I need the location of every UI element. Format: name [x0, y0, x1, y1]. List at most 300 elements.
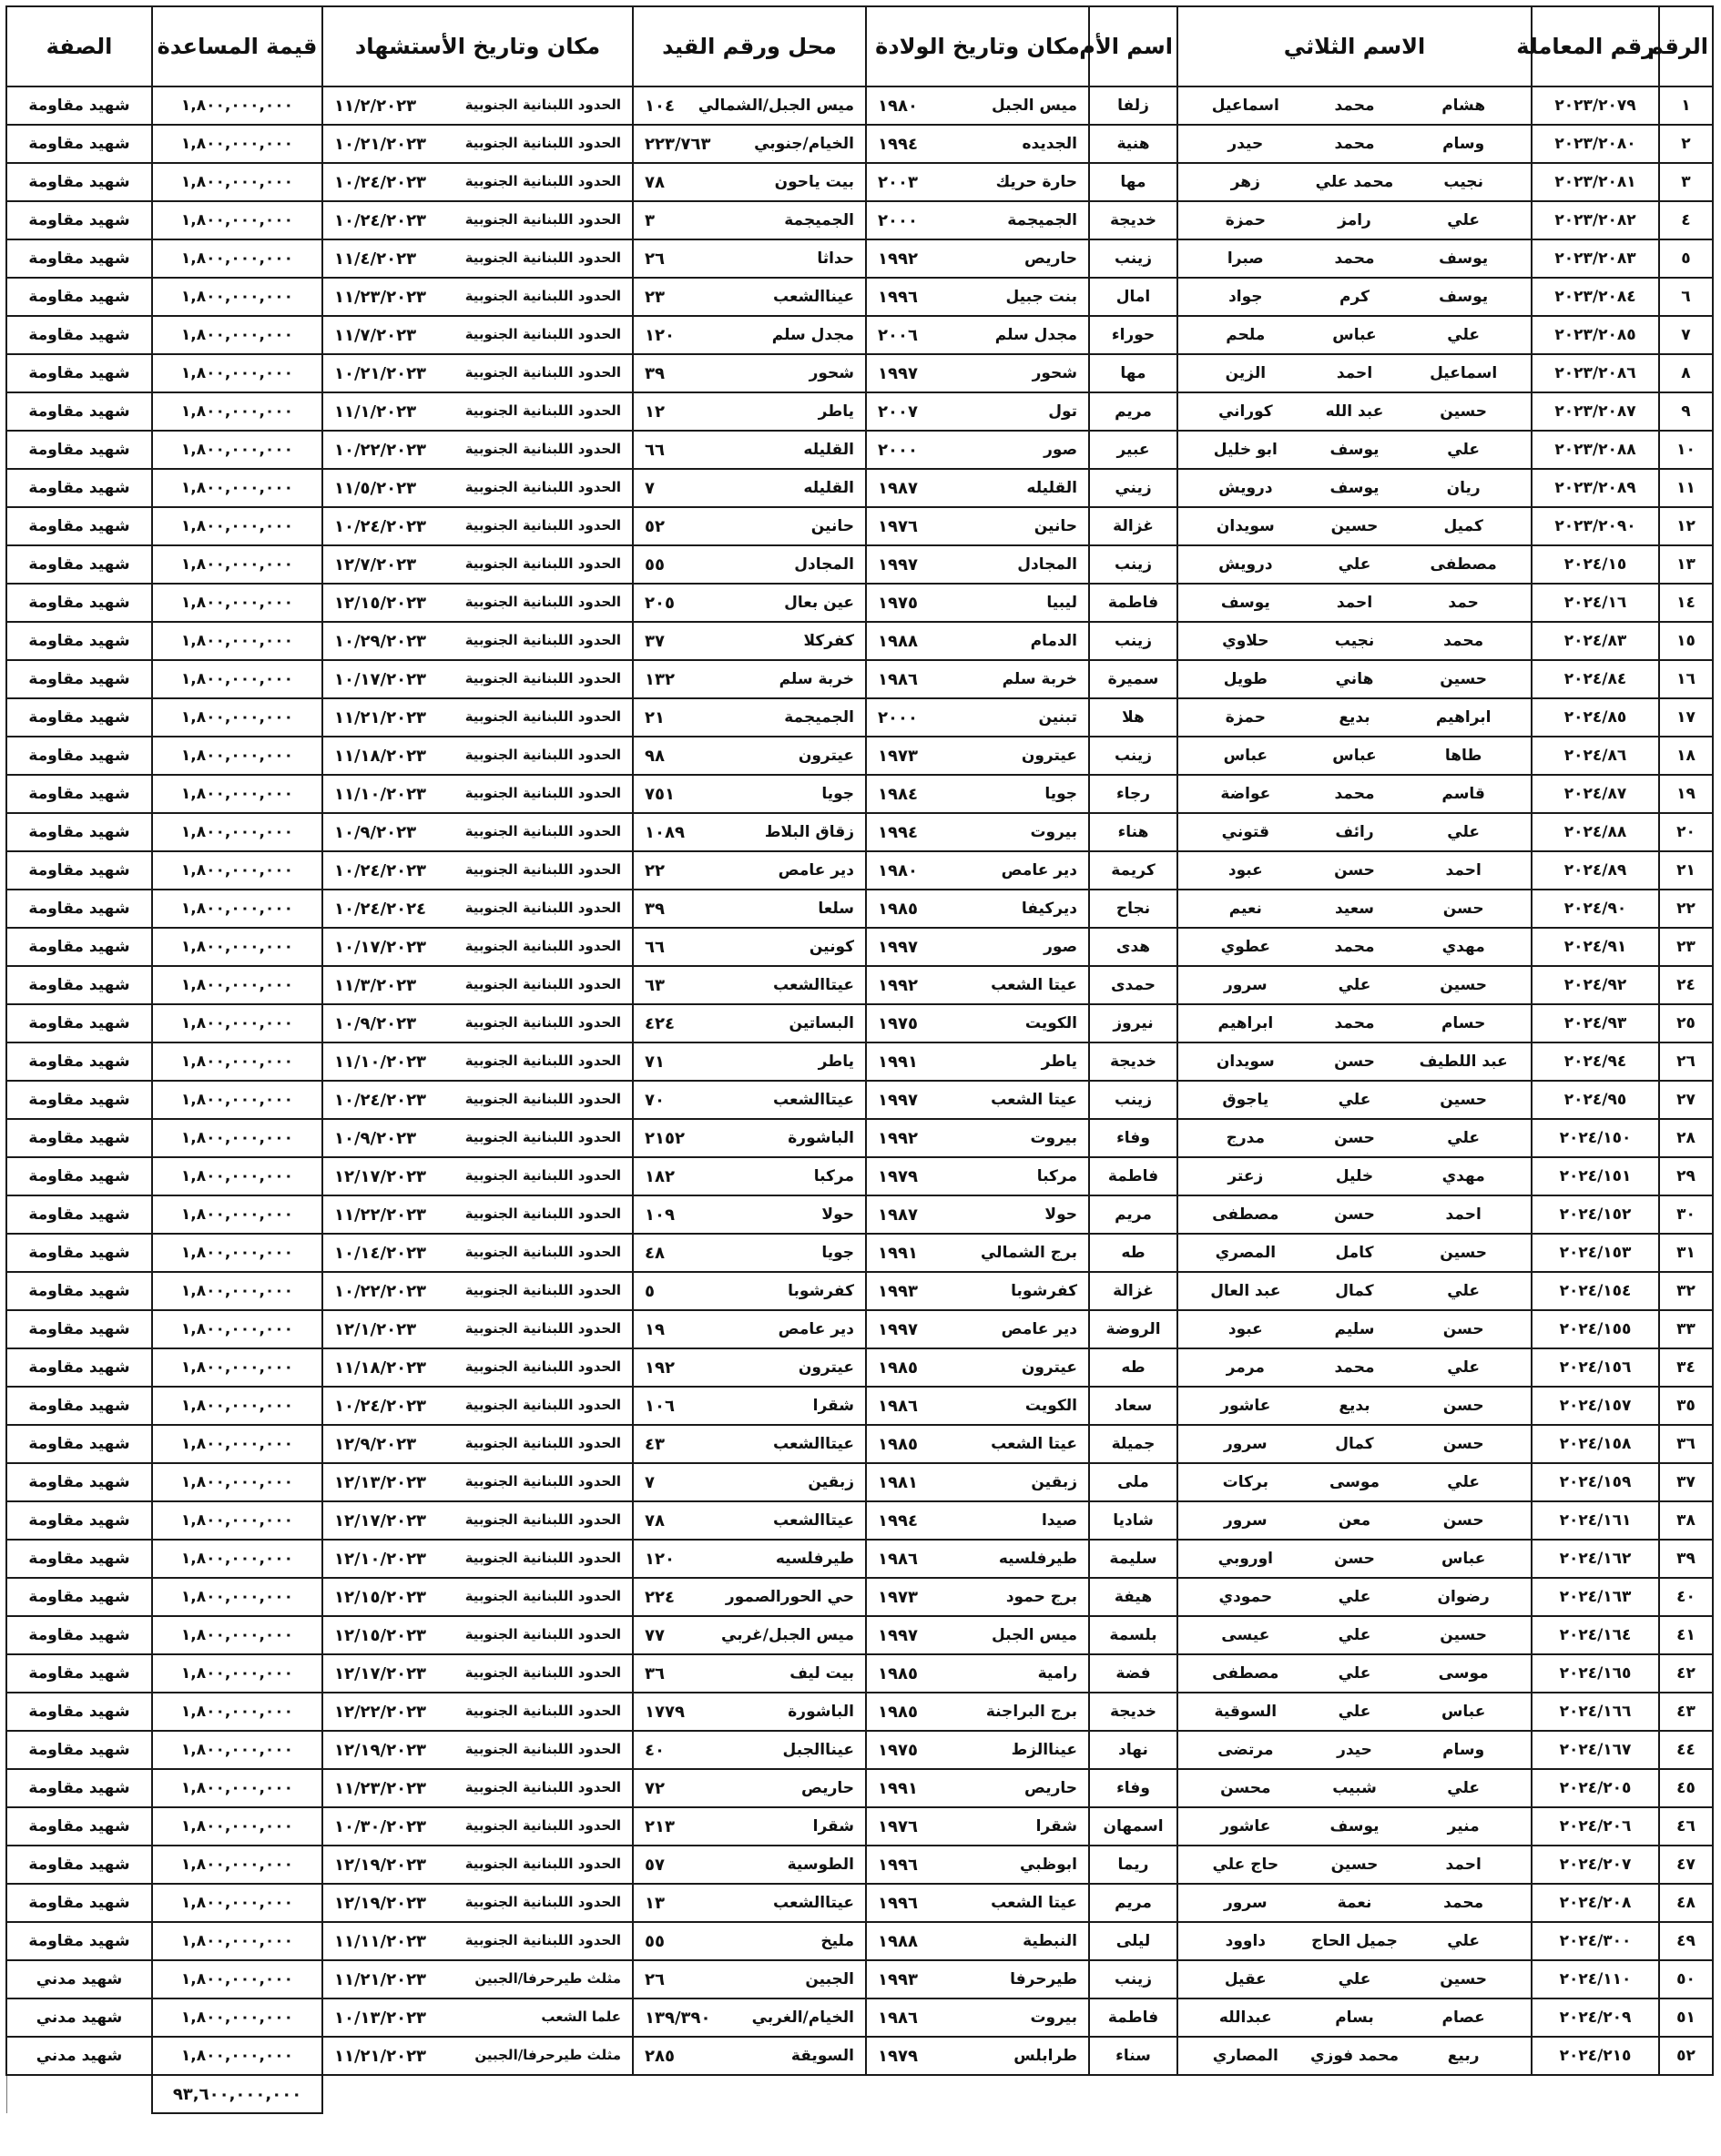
birth-place: حاريص	[1024, 249, 1077, 268]
row-assistance-amount: ١,٨٠٠,٠٠٠,٠٠٠	[152, 431, 322, 469]
name-parts	[1182, 1817, 1527, 1836]
death-place: الحدود اللبنانية الجنوبية	[464, 1128, 621, 1145]
name-parts	[1182, 1358, 1527, 1377]
birth-year: ١٩٧٦	[878, 1816, 918, 1836]
birth-pair	[871, 1550, 1085, 1569]
birth-place: خربة سلم	[1002, 669, 1077, 688]
registry-pair	[637, 402, 861, 422]
registry-place: بيت ليف	[789, 1663, 854, 1683]
row-mother-name: زلفا	[1089, 86, 1177, 125]
row-full-name	[1177, 278, 1532, 316]
father-name: محمد علي	[1315, 173, 1394, 191]
row-registry	[633, 392, 866, 431]
row-death	[322, 1884, 633, 1922]
row-birth	[866, 890, 1089, 928]
row-assistance-amount: ١,٨٠٠,٠٠٠,٠٠٠	[152, 1769, 322, 1807]
name-parts	[1182, 1550, 1527, 1568]
row-death	[322, 392, 633, 431]
death-place: الحدود اللبنانية الجنوبية	[464, 1816, 621, 1834]
birth-year: ١٩٨٧	[878, 1205, 918, 1225]
birth-year: ١٩٩٢	[878, 1128, 918, 1148]
death-date: ١٢/١٥/٢٠٢٣	[334, 593, 427, 613]
row-assistance-amount: ١,٨٠٠,٠٠٠,٠٠٠	[152, 1960, 322, 1998]
row-registry	[633, 851, 866, 890]
registry-number: ٥٥	[645, 1931, 665, 1951]
row-assistance-amount: ١,٨٠٠,٠٠٠,٠٠٠	[152, 966, 322, 1004]
row-status: شهيد مقاومة	[6, 1348, 152, 1387]
birth-pair	[871, 1741, 1085, 1760]
father-name: حسن	[1334, 1053, 1375, 1071]
registry-place: مركبا	[813, 1166, 854, 1185]
row-assistance-amount: ١,٨٠٠,٠٠٠,٠٠٠	[152, 1310, 322, 1348]
row-transaction-number: ٢٠٢٣/٢٠٨١	[1532, 163, 1659, 201]
table-row	[6, 1272, 1713, 1310]
death-place: الحدود اللبنانية الجنوبية	[464, 1702, 621, 1719]
death-pair	[327, 632, 628, 651]
registry-number: ٢٣	[645, 287, 665, 307]
birth-place: بيروت	[1030, 1128, 1077, 1147]
registry-pair	[637, 1703, 861, 1722]
death-date: ١٢/١٧/٢٠٢٣	[334, 1510, 427, 1531]
death-date: ١١/٢٢/٢٠٢٣	[334, 1205, 427, 1225]
birth-place: الدمام	[1030, 631, 1077, 650]
row-transaction-number: ٢٠٢٤/٩٣	[1532, 1004, 1659, 1042]
first-name: اسماعيل	[1430, 364, 1498, 382]
birth-pair	[871, 976, 1085, 995]
row-assistance-amount: ١,٨٠٠,٠٠٠,٠٠٠	[152, 278, 322, 316]
first-name: علي	[1447, 823, 1481, 841]
birth-year: ١٩٨٠	[878, 860, 918, 880]
row-index: ٣٨	[1659, 1501, 1713, 1540]
row-full-name	[1177, 507, 1532, 545]
row-index: ٢٠	[1659, 813, 1713, 851]
first-name: حسين	[1440, 402, 1488, 421]
total-row-spacer	[322, 2075, 1713, 2113]
table-row	[6, 1616, 1713, 1654]
row-birth	[866, 1769, 1089, 1807]
father-name: محمد	[1334, 785, 1375, 803]
death-date: ١١/١٠/٢٠٢٣	[334, 1052, 427, 1072]
birth-year: ١٩٩٦	[878, 1855, 918, 1875]
registry-pair	[637, 1550, 861, 1569]
row-registry	[633, 890, 866, 928]
row-transaction-number: ٢٠٢٤/٨٤	[1532, 660, 1659, 698]
row-birth	[866, 316, 1089, 354]
family-name: داوود	[1225, 1932, 1267, 1950]
header-full-name: الاسم الثلاثي	[1177, 6, 1532, 86]
registry-number: ٣٩	[645, 363, 665, 383]
family-name: عيسى	[1221, 1626, 1270, 1644]
birth-year: ١٩٨٠	[878, 96, 918, 116]
row-mother-name: ملى	[1089, 1463, 1177, 1501]
row-status: شهيد مقاومة	[6, 469, 152, 507]
row-assistance-amount: ١,٨٠٠,٠٠٠,٠٠٠	[152, 1195, 322, 1234]
birth-pair	[871, 326, 1085, 345]
row-birth	[866, 392, 1089, 431]
birth-place: بيروت	[1030, 2008, 1077, 2027]
death-pair	[327, 1014, 628, 1033]
birth-place: طيرفلسيه	[998, 1549, 1077, 1568]
row-mother-name: سناء	[1089, 2037, 1177, 2075]
death-date: ١٢/١٥/٢٠٢٣	[334, 1587, 427, 1607]
row-registry	[633, 431, 866, 469]
registry-pair	[637, 1282, 861, 1301]
birth-year: ١٩٩٤	[878, 134, 918, 154]
registry-number: ٦٣	[645, 975, 665, 995]
death-pair	[327, 1664, 628, 1683]
row-mother-name: كريمة	[1089, 851, 1177, 890]
first-name: حمد	[1448, 594, 1479, 612]
birth-year: ١٩٨٦	[878, 2008, 918, 2028]
death-place: مثلث طيرحرفا/الجبين	[474, 1969, 621, 1987]
row-transaction-number: ٢٠٢٤/٩١	[1532, 928, 1659, 966]
row-status: شهيد مدني	[6, 1960, 152, 1998]
row-mother-name: فاطمة	[1089, 1998, 1177, 2037]
death-place: الحدود اللبنانية الجنوبية	[464, 593, 621, 610]
row-full-name	[1177, 1616, 1532, 1654]
table-row	[6, 1654, 1713, 1693]
row-full-name	[1177, 890, 1532, 928]
row-assistance-amount: ١,٨٠٠,٠٠٠,٠٠٠	[152, 1157, 322, 1195]
father-name: جميل الحاج	[1311, 1932, 1398, 1950]
birth-pair	[871, 1970, 1085, 1989]
row-status: شهيد مقاومة	[6, 316, 152, 354]
row-transaction-number: ٢٠٢٤/١٥٨	[1532, 1425, 1659, 1463]
name-parts	[1182, 2047, 1527, 2065]
birth-year: ١٩٩٧	[878, 937, 918, 957]
birth-place: صيدا	[1041, 1510, 1077, 1530]
header-status: الصفة	[6, 6, 152, 86]
row-index: ١٠	[1659, 431, 1713, 469]
table-row	[6, 966, 1713, 1004]
birth-year: ١٩٩٣	[878, 1281, 918, 1301]
registry-pair	[637, 1664, 861, 1683]
first-name: هشام	[1441, 97, 1486, 115]
table-row	[6, 316, 1713, 354]
row-assistance-amount: ١,٨٠٠,٠٠٠,٠٠٠	[152, 813, 322, 851]
name-parts	[1182, 708, 1527, 727]
row-transaction-number: ٢٠٢٤/١٦٤	[1532, 1616, 1659, 1654]
death-date: ١٠/٢٩/٢٠٢٣	[334, 631, 427, 651]
death-date: ١١/١١/٢٠٢٣	[334, 1931, 427, 1951]
table-row	[6, 1004, 1713, 1042]
death-date: ١٠/٣٠/٢٠٢٣	[334, 1816, 427, 1836]
row-birth	[866, 1998, 1089, 2037]
row-assistance-amount: ١,٨٠٠,٠٠٠,٠٠٠	[152, 1463, 322, 1501]
death-pair	[327, 1244, 628, 1263]
birth-place: جويا	[1044, 784, 1077, 803]
birth-year: ١٩٧٣	[878, 1587, 918, 1607]
name-parts	[1182, 288, 1527, 306]
death-date: ١١/٢١/٢٠٢٣	[334, 2046, 427, 2066]
death-pair	[327, 1741, 628, 1760]
death-pair	[327, 364, 628, 383]
father-name: حسن	[1334, 1129, 1375, 1147]
death-place: الحدود اللبنانية الجنوبية	[464, 1052, 621, 1069]
registry-number: ٢١٣	[645, 1816, 675, 1836]
name-parts	[1182, 1779, 1527, 1797]
row-index: ٢٨	[1659, 1119, 1713, 1157]
birth-pair	[871, 97, 1085, 116]
table-row	[6, 928, 1713, 966]
name-parts	[1182, 861, 1527, 880]
father-name: شبيب	[1332, 1779, 1377, 1797]
name-parts	[1182, 173, 1527, 191]
row-registry	[633, 354, 866, 392]
birth-place: صور	[1044, 937, 1077, 956]
birth-pair	[871, 288, 1085, 307]
family-name: عواضة	[1220, 785, 1271, 803]
row-transaction-number: ٢٠٢٤/٢٠٩	[1532, 1998, 1659, 2037]
death-pair	[327, 211, 628, 230]
row-index: ١٦	[1659, 660, 1713, 698]
row-index: ٤٧	[1659, 1846, 1713, 1884]
row-full-name	[1177, 1960, 1532, 1998]
birth-place: تبنين	[1038, 707, 1077, 727]
first-name: حسين	[1440, 1626, 1488, 1644]
birth-year: ١٩٨٥	[878, 1358, 918, 1378]
row-assistance-amount: ١,٨٠٠,٠٠٠,٠٠٠	[152, 392, 322, 431]
birth-place: برج حمود	[1005, 1587, 1077, 1606]
registry-pair	[637, 135, 861, 154]
birth-year: ١٩٩٧	[878, 1625, 918, 1645]
row-death	[322, 431, 633, 469]
first-name: حسن	[1442, 1435, 1484, 1453]
father-name: كمال	[1335, 1435, 1374, 1453]
row-birth	[866, 851, 1089, 890]
table-row	[6, 125, 1713, 163]
row-birth	[866, 1616, 1089, 1654]
row-registry	[633, 1463, 866, 1501]
row-death	[322, 354, 633, 392]
table-row	[6, 1578, 1713, 1616]
birth-place: صور	[1044, 440, 1077, 459]
row-index: ٣	[1659, 163, 1713, 201]
birth-place: عيتا الشعب	[991, 1090, 1077, 1109]
death-pair	[327, 1588, 628, 1607]
birth-pair	[871, 1664, 1085, 1683]
death-place: الحدود اللبنانية الجنوبية	[464, 1663, 621, 1681]
family-name: محسن	[1220, 1779, 1271, 1797]
row-status: شهيد مقاومة	[6, 1272, 152, 1310]
name-parts	[1182, 1091, 1527, 1109]
row-index: ٣٥	[1659, 1387, 1713, 1425]
row-transaction-number: ٢٠٢٣/٢٠٨٣	[1532, 239, 1659, 278]
row-birth	[866, 737, 1089, 775]
registry-pair	[637, 555, 861, 575]
registry-number: ٣٩	[645, 899, 665, 919]
death-pair	[327, 1053, 628, 1072]
registry-pair	[637, 1205, 861, 1225]
row-mother-name: حوراء	[1089, 316, 1177, 354]
row-registry	[633, 1310, 866, 1348]
row-registry	[633, 86, 866, 125]
death-date: ١١/٤/٢٠٢٣	[334, 249, 417, 269]
table-row	[6, 1119, 1713, 1157]
family-name: عبدالله	[1218, 2009, 1272, 2027]
row-birth	[866, 1425, 1089, 1463]
death-place: الحدود اللبنانية الجنوبية	[464, 1319, 621, 1337]
row-transaction-number: ٢٠٢٤/٩٠	[1532, 890, 1659, 928]
birth-pair	[871, 861, 1085, 880]
table-row	[6, 469, 1713, 507]
registry-number: ٤٠	[645, 1740, 665, 1760]
death-place: الحدود اللبنانية الجنوبية	[464, 1205, 621, 1222]
row-mother-name: خديجة	[1089, 1693, 1177, 1731]
row-full-name	[1177, 622, 1532, 660]
row-mother-name: غزالة	[1089, 1272, 1177, 1310]
row-status: شهيد مقاومة	[6, 1234, 152, 1272]
table-row	[6, 622, 1713, 660]
death-pair	[327, 288, 628, 307]
table-row	[6, 1310, 1713, 1348]
name-parts	[1182, 402, 1527, 421]
row-status: شهيد مقاومة	[6, 1578, 152, 1616]
row-index: ٦	[1659, 278, 1713, 316]
registry-pair	[637, 823, 861, 842]
registry-place: الجبين	[805, 1969, 854, 1988]
row-death	[322, 584, 633, 622]
row-status: شهيد مدني	[6, 1998, 152, 2037]
first-name: احمد	[1445, 1205, 1482, 1224]
first-name: حسن	[1442, 1320, 1484, 1338]
registry-place: ميس الجبل/الشمالي	[698, 96, 854, 115]
row-assistance-amount: ١,٨٠٠,٠٠٠,٠٠٠	[152, 545, 322, 584]
row-death	[322, 1157, 633, 1195]
birth-pair	[871, 1167, 1085, 1186]
death-pair	[327, 1550, 628, 1569]
row-transaction-number: ٢٠٢٤/١٥٥	[1532, 1310, 1659, 1348]
row-mother-name: وفاء	[1089, 1769, 1177, 1807]
row-full-name	[1177, 1578, 1532, 1616]
row-status: شهيد مقاومة	[6, 928, 152, 966]
father-name: محمد	[1334, 938, 1375, 956]
row-birth	[866, 928, 1089, 966]
assistance-table	[5, 5, 1714, 2114]
row-status: شهيد مقاومة	[6, 507, 152, 545]
row-registry	[633, 1272, 866, 1310]
row-registry	[633, 1731, 866, 1769]
row-status: شهيد مقاومة	[6, 431, 152, 469]
death-date: ١١/١٨/٢٠٢٣	[334, 746, 427, 766]
birth-pair	[871, 211, 1085, 230]
name-parts	[1182, 555, 1527, 574]
name-parts	[1182, 1167, 1527, 1185]
birth-pair	[871, 785, 1085, 804]
row-full-name	[1177, 775, 1532, 813]
row-status: شهيد مقاومة	[6, 1119, 152, 1157]
death-date: ١١/٢٣/٢٠٢٣	[334, 287, 427, 307]
row-assistance-amount: ١,٨٠٠,٠٠٠,٠٠٠	[152, 1272, 322, 1310]
row-mother-name: مها	[1089, 163, 1177, 201]
first-name: حسين	[1440, 1970, 1488, 1988]
row-birth	[866, 1081, 1089, 1119]
row-full-name	[1177, 163, 1532, 201]
row-full-name	[1177, 1807, 1532, 1846]
birth-year: ١٩٩١	[878, 1052, 918, 1072]
death-date: ١٠/٢٤/٢٠٢٣	[334, 172, 427, 192]
row-index: ١٩	[1659, 775, 1713, 813]
row-registry	[633, 163, 866, 201]
row-birth	[866, 1463, 1089, 1501]
name-parts	[1182, 1129, 1527, 1147]
row-index: ١	[1659, 86, 1713, 125]
registry-pair	[637, 1779, 861, 1798]
row-death	[322, 1348, 633, 1387]
row-birth	[866, 775, 1089, 813]
row-assistance-amount: ١,٨٠٠,٠٠٠,٠٠٠	[152, 1807, 322, 1846]
row-registry	[633, 1004, 866, 1042]
death-date: ١٠/٢٤/٢٠٢٣	[334, 860, 427, 880]
row-mother-name: مها	[1089, 354, 1177, 392]
row-registry	[633, 1425, 866, 1463]
name-parts	[1182, 97, 1527, 115]
father-name: عبد الله	[1325, 402, 1384, 421]
birth-place: عيتا الشعب	[991, 975, 1077, 994]
death-date: ١١/٢١/٢٠٢٣	[334, 1969, 427, 1989]
row-birth	[866, 1884, 1089, 1922]
row-transaction-number: ٢٠٢٣/٢٠٧٩	[1532, 86, 1659, 125]
name-parts	[1182, 670, 1527, 688]
row-transaction-number: ٢٠٢٤/٢٠٧	[1532, 1846, 1659, 1884]
death-place: الحدود اللبنانية الجنوبية	[464, 860, 621, 878]
registry-place: عيناالجبل	[782, 1740, 854, 1759]
row-death	[322, 1042, 633, 1081]
row-assistance-amount: ١,٨٠٠,٠٠٠,٠٠٠	[152, 1119, 322, 1157]
row-index: ٢١	[1659, 851, 1713, 890]
row-status: شهيد مقاومة	[6, 890, 152, 928]
death-pair	[327, 1473, 628, 1492]
death-date: ١١/٢١/٢٠٢٣	[334, 707, 427, 727]
father-name: سليم	[1334, 1320, 1375, 1338]
row-assistance-amount: ١,٨٠٠,٠٠٠,٠٠٠	[152, 125, 322, 163]
row-death	[322, 1234, 633, 1272]
name-parts	[1182, 1320, 1527, 1338]
table-row	[6, 278, 1713, 316]
row-index: ٥٢	[1659, 2037, 1713, 2075]
registry-number: ١٠٤	[645, 96, 675, 116]
registry-pair	[637, 288, 861, 307]
name-parts	[1182, 364, 1527, 382]
row-assistance-amount: ١,٨٠٠,٠٠٠,٠٠٠	[152, 1922, 322, 1960]
row-birth	[866, 239, 1089, 278]
registry-pair	[637, 1129, 861, 1148]
birth-place: ميس الجبل	[992, 1625, 1077, 1644]
birth-year: ١٩٧٥	[878, 1740, 918, 1760]
row-mother-name: سعاد	[1089, 1387, 1177, 1425]
row-index: ٥٠	[1659, 1960, 1713, 1998]
death-date: ١١/٥/٢٠٢٣	[334, 478, 417, 498]
birth-place: رامية	[1037, 1663, 1077, 1683]
first-name: علي	[1447, 1473, 1481, 1491]
father-name: بديع	[1339, 708, 1370, 727]
death-place: الحدود اللبنانية الجنوبية	[464, 631, 621, 648]
birth-pair	[871, 1779, 1085, 1798]
header-assistance-amount: قيمة المساعدة	[152, 6, 322, 86]
death-pair	[327, 1932, 628, 1951]
row-full-name	[1177, 1348, 1532, 1387]
row-transaction-number: ٢٠٢٤/٢٠٨	[1532, 1884, 1659, 1922]
death-pair	[327, 785, 628, 804]
row-status: شهيد مقاومة	[6, 163, 152, 201]
father-name: رامز	[1338, 211, 1371, 229]
birth-pair	[871, 1932, 1085, 1951]
row-status: شهيد مقاومة	[6, 698, 152, 737]
row-assistance-amount: ١,٨٠٠,٠٠٠,٠٠٠	[152, 1578, 322, 1616]
first-name: علي	[1447, 1282, 1481, 1300]
death-place: الحدود اللبنانية الجنوبية	[464, 822, 621, 839]
first-name: حسن	[1442, 1397, 1484, 1415]
